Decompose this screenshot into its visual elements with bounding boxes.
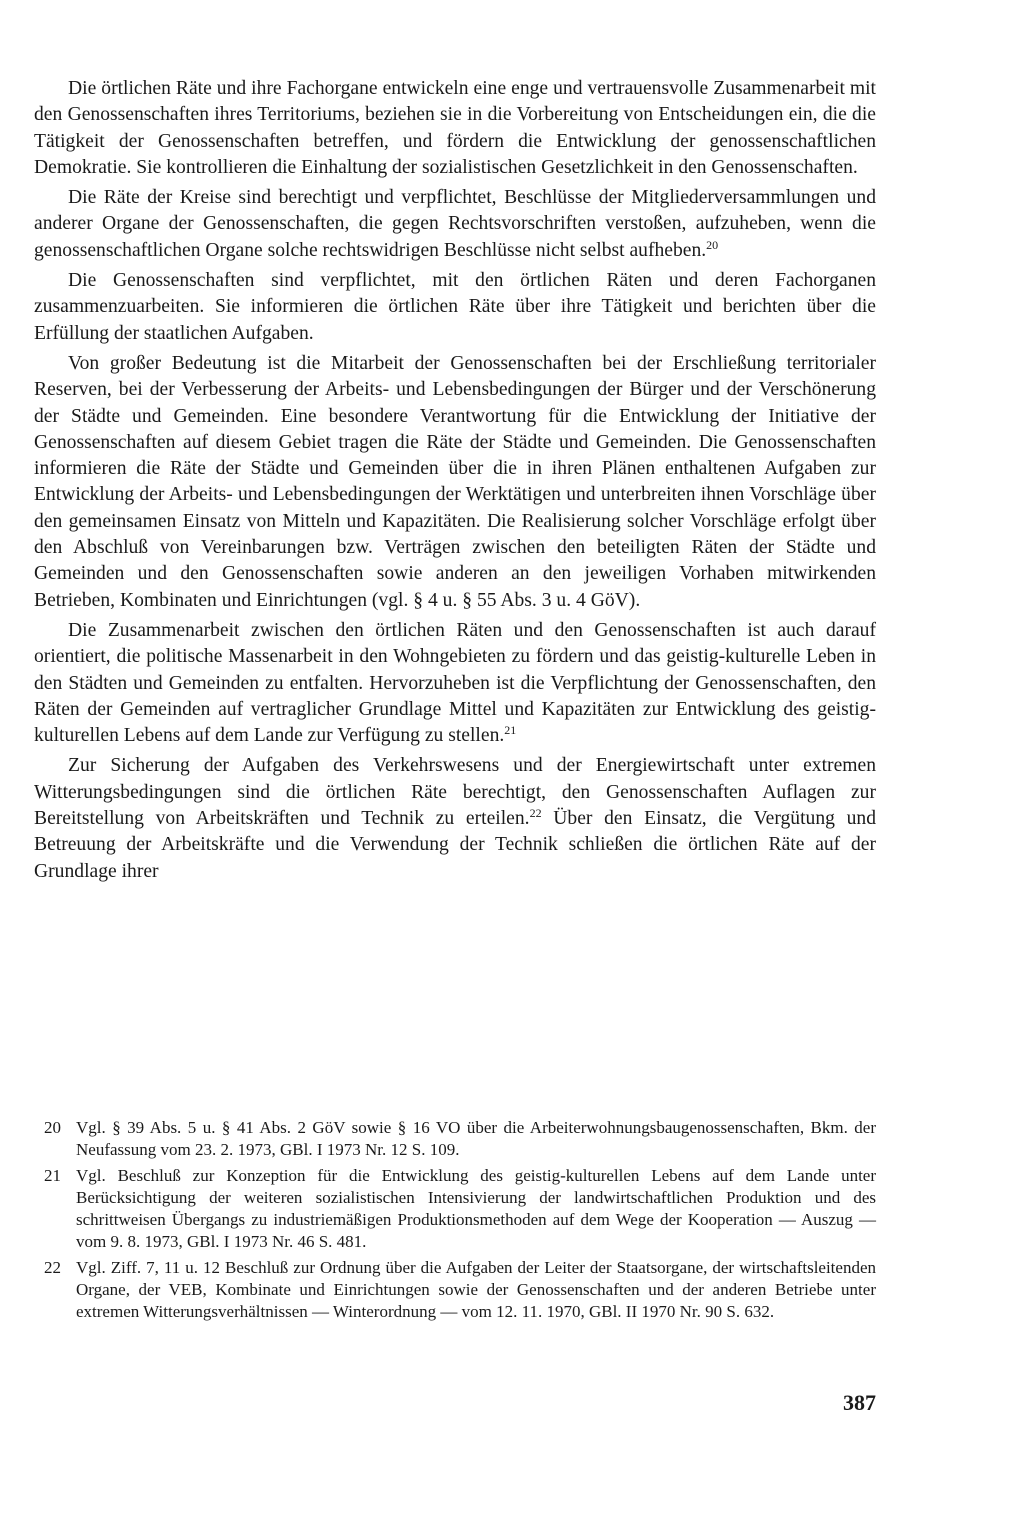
footnote-reference-21[interactable]: 21 — [504, 723, 517, 738]
footnote-text: Vgl. Ziff. 7, 11 u. 12 Beschluß zur Ordnung über die Aufgaben der Leiter der Staatsorgane, der wirtschaftsleitenden Organe, der VEB, Kombinate und Einrichtungen sowie der Genossenschaften und der anderen Betriebe unter extremen Witterungsverhältnissen — Winterordnung — vom 12. 11. 1970, GBl. II 1970 Nr. 90 S. 632. — [76, 1258, 876, 1321]
paragraph-4 — [34, 351, 876, 614]
footnote-text: Vgl. § 39 Abs. 5 u. § 41 Abs. 2 GöV sowie § 16 VO über die Arbeiterwohnungsbaugenossenschaften, Bkm. der Neufassung vom 23. 2. 1973, GBl. I 1973 Nr. 12 S. 109. — [76, 1118, 876, 1159]
footnote-21 — [44, 1165, 876, 1253]
footnote-22 — [44, 1257, 876, 1323]
page-number: 387 — [843, 1390, 876, 1415]
body-text — [34, 76, 876, 889]
footnote-text: Vgl. Beschluß zur Konzeption für die Entwicklung des geistig-kulturellen Lebens auf dem Lande unter Berücksichtigung der weiteren sozialistischen Intensivierung der landwirtschaftlichen Produktion und des schrittweisen Übergangs zu industriemäßigen Produktionsmethoden auf dem Wege der Kooperation — Auszug — vom 9. 8. 1973, GBl. I 1973 Nr. 46 S. 481. — [76, 1166, 876, 1251]
footnotes — [44, 1117, 876, 1327]
paragraph-text: Von großer Bedeutung ist die Mitarbeit der Genossenschaften bei der Erschließung territorialer Reserven, bei der Verbesserung der Arbeits- und Lebensbedingungen der Bürger und der Verschönerung der Städte und Gemeinden. Eine besondere Verantwortung für die Entwicklung der Initiative der Genossenschaften auf diesem Gebiet tragen die Räte der Städte und Gemeinden. Die Genossenschaften informieren die Räte der Städte und Gemeinden über die in ihren Plänen enthaltenen Aufgaben zur Entwicklung der Arbeits- und Lebensbedingungen der Werktätigen und unterbreiten ihnen Vorschläge über den gemeinsamen Einsatz von Mitteln und Kapazitäten. Die Realisierung solcher Vorschläge erfolgt über den Abschluß von Vereinbarungen bzw. Verträgen zwischen den beteiligten Räten der Städte und Gemeinden und den Genossenschaften sowie anderen an den jeweiligen Vorhaben mitwirkenden Betrieben, Kombinaten und Einrichtungen (vgl. § 4 u. § 55 Abs. 3 u. 4 GöV). — [34, 352, 876, 611]
paragraph-6 — [34, 753, 876, 884]
paragraph-text: Die Zusammenarbeit zwischen den örtlichen Räten und den Genossenschaften ist auch darauf orientiert, die politische Massenarbeit in den Wohngebieten zu fördern und das geistig-kulturelle Leben in den Städten und Gemeinden zu entfalten. Hervorzuheben ist die Verpflichtung der Genossenschaften, den Räten der Gemeinden auf vertraglicher Grundlage Mittel und Kapazitäten zur Entwicklung des geistig-kulturellen Lebens auf dem Lande zur Verfügung zu stellen. — [34, 619, 876, 747]
paragraph-text: Die Genossenschaften sind verpflichtet, mit den örtlichen Räten und deren Fachorganen zusammenzuarbeiten. Sie informieren die örtlichen Räte über ihre Tätigkeit und berichten über die Erfüllung der staatlichen Aufgaben. — [34, 270, 876, 344]
footnote-number: 20 — [44, 1118, 61, 1137]
paragraph-text: Die Räte der Kreise sind berechtigt und verpflichtet, Beschlüsse der Mitgliederversammlungen und anderer Organe der Genossenschaften, die gegen Rechtsvorschriften verstoßen, aufzuheben, wenn die genossenschaftlichen Organe solche rechtswidrigen Beschlüsse nicht selbst aufheben. — [34, 187, 876, 261]
footnote-20 — [44, 1117, 876, 1161]
paragraph-3 — [34, 268, 876, 347]
footnote-reference-20[interactable]: 20 — [706, 237, 719, 252]
footnote-reference-22[interactable]: 22 — [529, 806, 542, 821]
paragraph-2 — [34, 185, 876, 264]
footnote-number: 22 — [44, 1258, 61, 1277]
paragraph-text: Zur Sicherung der Aufgaben des Verkehrswesens und der Energiewirtschaft unter extremen Witterungsbedingungen sind die örtlichen Räte berechtigt, den Genossenschaften Auflagen zur Bereitstellung von Arbeitskräften und Technik zu erteilen. — [34, 755, 876, 830]
paragraph-5 — [34, 618, 876, 749]
paragraph-1 — [34, 76, 876, 181]
footnote-number: 21 — [44, 1166, 61, 1185]
paragraph-text-continued: Über den Einsatz, die Vergütung und Betreuung der Arbeitskräfte und die Verwendung der Technik schließen die örtlichen Räte auf der Grundlage ihrer — [34, 808, 877, 882]
paragraph-text: Die örtlichen Räte und ihre Fachorgane entwickeln eine enge und vertrauensvolle Zusammenarbeit mit den Genossenschaften ihres Territoriums, beziehen sie in die Vorbereitung von Entscheidungen ein, die die Tätigkeit der Genossenschaften betreffen, und fördern die Entwicklung der genossenschaftlichen Demokratie. Sie kontrollieren die Einhaltung der sozialistischen Gesetzlichkeit in den Genossenschaften. — [34, 78, 876, 178]
